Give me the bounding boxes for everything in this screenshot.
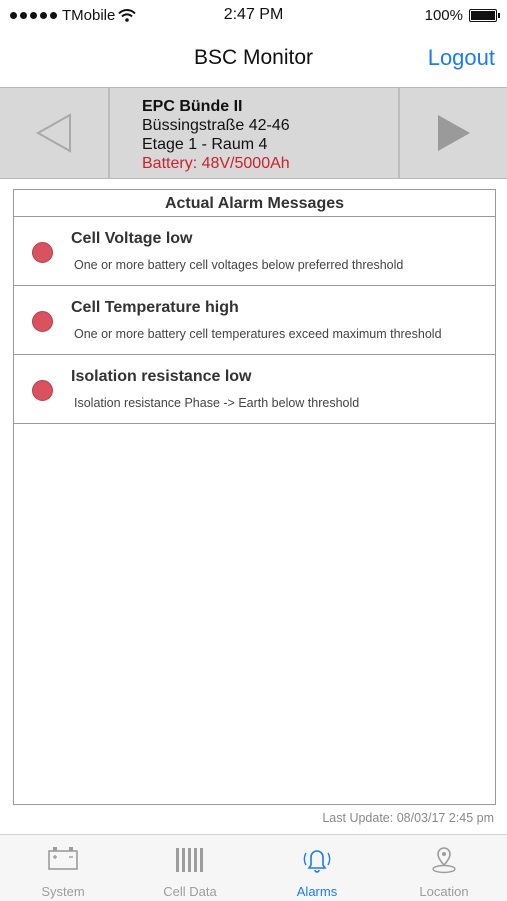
alarm-panel-header: Actual Alarm Messages — [14, 190, 495, 217]
alarm-description: One or more battery cell voltages below preferred threshold — [74, 258, 404, 272]
alarm-description: One or more battery cell temperatures exceed maximum threshold — [74, 327, 442, 341]
tab-label: System — [41, 884, 85, 899]
alarm-status-icon — [32, 380, 53, 401]
battery-icon — [469, 9, 497, 22]
tab-cell-data[interactable] — [127, 835, 253, 901]
site-info — [142, 97, 290, 173]
alarm-title: Isolation resistance low — [71, 368, 252, 385]
site-selector — [0, 87, 507, 179]
site-location: Etage 1 - Raum 4 — [142, 136, 268, 153]
tab-label: Alarms — [296, 884, 338, 899]
alarm-item[interactable] — [14, 217, 495, 286]
site-battery: Battery: 48V/5000Ah — [142, 155, 290, 172]
next-site-button[interactable] — [398, 88, 507, 178]
status-bar — [0, 0, 507, 32]
battery-status — [425, 7, 497, 24]
tab-location[interactable] — [381, 835, 507, 901]
site-street: Büssingstraße 42-46 — [142, 117, 290, 134]
arrow-right-icon — [434, 112, 474, 154]
alarm-status-icon — [32, 311, 53, 332]
alarm-panel — [13, 189, 496, 805]
tab-label: Location — [419, 884, 469, 899]
carrier-name: TMobile — [62, 7, 116, 24]
clock: 2:47 PM — [223, 6, 284, 23]
battery-icon — [47, 845, 79, 871]
alarm-title: Cell Temperature high — [71, 299, 239, 316]
alarm-item[interactable] — [14, 355, 495, 424]
alarm-status-icon — [32, 242, 53, 263]
tab-system[interactable] — [0, 835, 126, 901]
arrow-left-icon — [34, 112, 74, 154]
cells-icon — [174, 845, 206, 873]
alarm-title: Cell Voltage low — [71, 230, 193, 247]
tab-alarms[interactable] — [254, 835, 380, 901]
alarm-description: Isolation resistance Phase -> Earth below threshold — [74, 396, 360, 410]
bell-icon — [301, 845, 333, 875]
tab-label: Cell Data — [163, 884, 217, 899]
location-pin-icon — [428, 845, 460, 875]
battery-percent: 100% — [424, 7, 463, 24]
tab-bar — [0, 834, 507, 901]
navigation-bar — [0, 32, 507, 86]
site-name: EPC Bünde II — [142, 98, 243, 115]
page-title: BSC Monitor — [193, 46, 314, 69]
alarm-item[interactable] — [14, 286, 495, 355]
last-update-text: Last Update: 08/03/17 2:45 pm — [322, 811, 494, 825]
logout-button[interactable]: Logout — [427, 45, 495, 70]
previous-site-button[interactable] — [0, 88, 110, 178]
